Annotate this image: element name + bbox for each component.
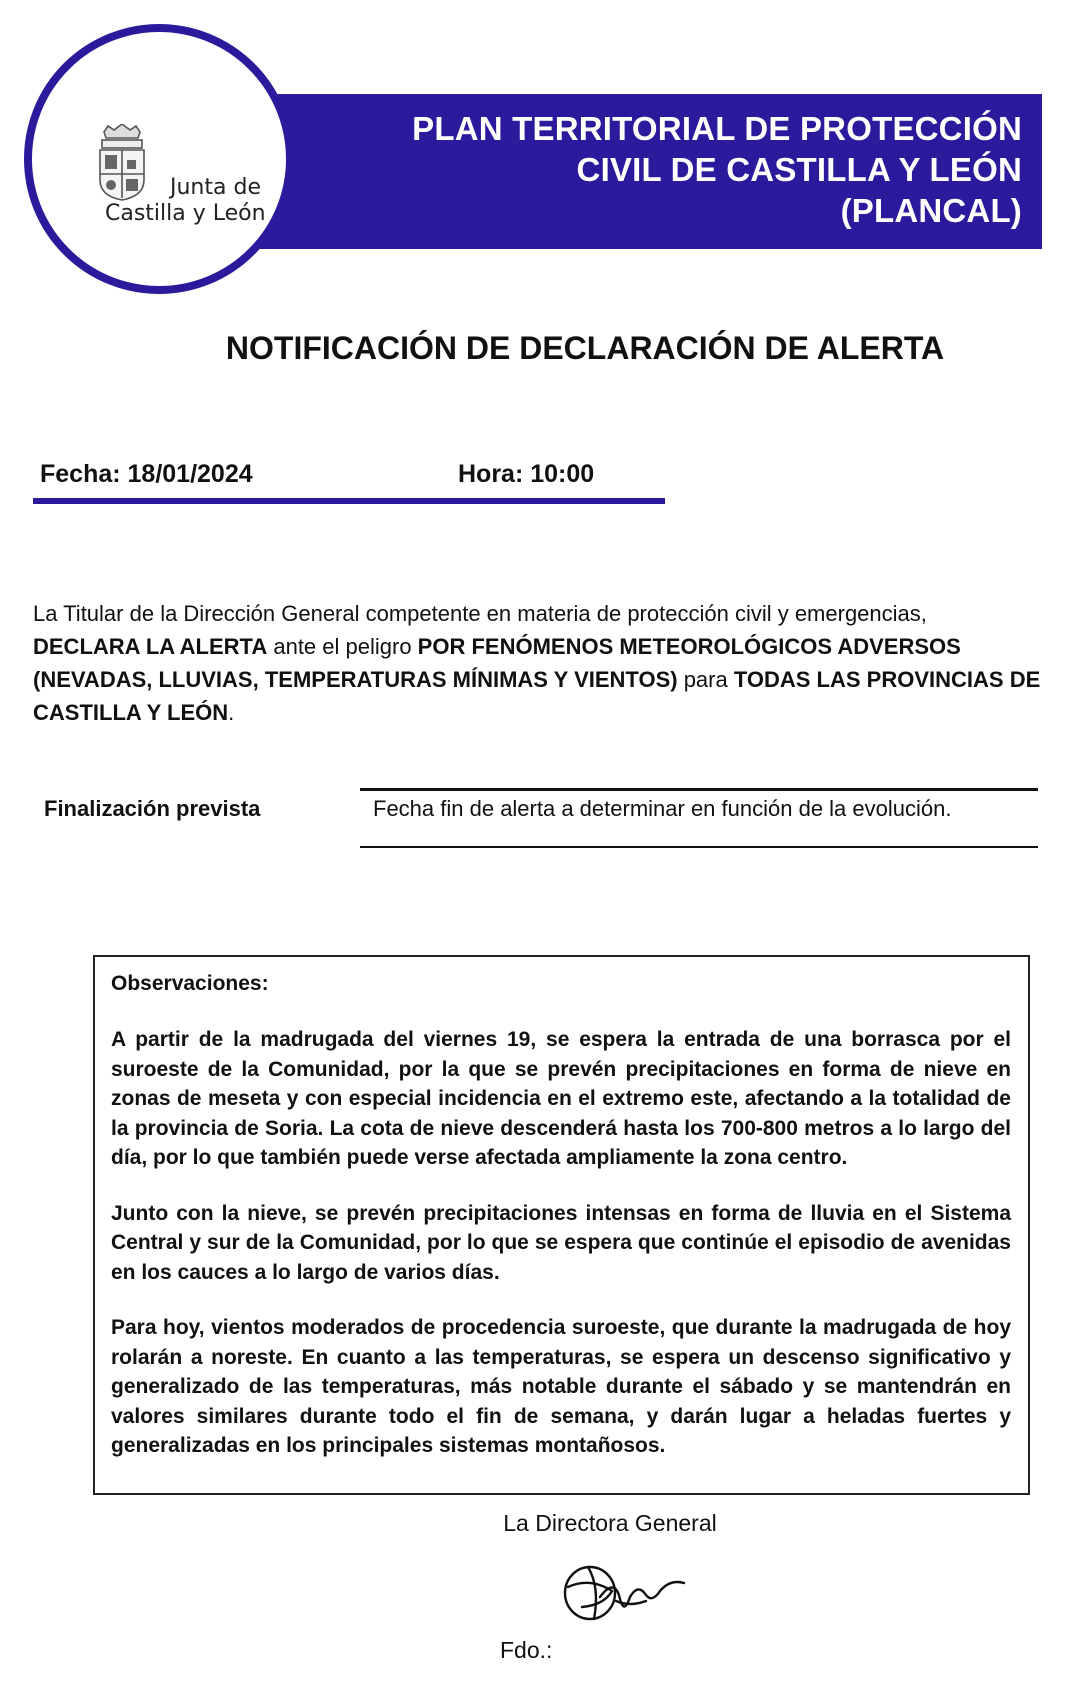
logo-line-1: Junta de (170, 175, 261, 200)
logo-line-2: Castilla y León (105, 201, 266, 226)
signed-by-label: Fdo.: (500, 1637, 553, 1663)
document-title: NOTIFICACIÓN DE DECLARACIÓN DE ALERTA (225, 330, 945, 366)
observations-title: Observaciones: (111, 972, 269, 995)
date-divider (33, 498, 665, 504)
observations-box (93, 955, 1030, 1495)
finalization-bottom-rule (360, 846, 1038, 848)
date-label: Fecha: 18/01/2024 (40, 460, 253, 488)
signer-title: La Directora General (503, 1510, 717, 1536)
plan-title-line-1: PLAN TERRITORIAL DE PROTECCIÓN (412, 110, 1022, 147)
logo-wordmark (72, 175, 302, 227)
finalization-label: Finalización prevista (44, 796, 261, 821)
declaration-scope: TODAS LAS PROVINCIAS DE CASTILLA Y LEÓN (33, 667, 1041, 725)
declaration-paragraph (33, 597, 1080, 729)
handwritten-signature (560, 1557, 710, 1627)
finalization-value: Fecha fin de alerta a determinar en función de la evolución. (373, 796, 952, 821)
declaration-connector-2: para (677, 667, 734, 692)
plan-title-line-2: CIVIL DE CASTILLA Y LEÓN (576, 151, 1022, 188)
header-banner (200, 94, 1042, 249)
declaration-end: . (228, 700, 235, 725)
observations-paragraph-2: Junto con la nieve, se prevén precipitaciones intensas en forma de lluvia en el Sistema Central y sur de la Comunidad, por lo que se espera que continúe el episodio de avenidas en los cauces a lo largo de varios días. (111, 1201, 1011, 1284)
time-label: Hora: 10:00 (458, 460, 595, 488)
observations-paragraph-1: A partir de la madrugada del viernes 19, se espera la entrada de una borrasca por el suroeste de la Comunidad, por la que se prevén precipitaciones en forma de nieve en zonas de meseta y con especial incidencia en el extremo este, afectando a la totalidad de la provincia de Soria. La cota de nieve descenderá hasta los 700-800 metros a lo largo del día, por lo que también puede verse afectada ampliamente la zona centro. (111, 1028, 1011, 1169)
finalization-top-rule (360, 788, 1038, 791)
plan-title (382, 108, 1022, 231)
declaration-connector-1: ante el peligro (267, 634, 418, 659)
declaration-hazard: POR FENÓMENOS METEOROLÓGICOS ADVERSOS (NEVADAS, LLUVIAS, TEMPERATURAS MÍNIMAS Y VIENTOS) (33, 634, 961, 692)
declaration-intro: La Titular de la Dirección General competente en materia de protección civil y emergencias, (33, 601, 927, 626)
declaration-declares: DECLARA LA ALERTA (33, 634, 268, 659)
observations-paragraph-3: Para hoy, vientos moderados de procedencia suroeste, que durante la madrugada de hoy rolarán a noreste. En cuanto a las temperaturas, se espera un descenso significativo y generalizado de las temperaturas, más notable durante el sábado y se mantendrán en valores similares durante todo el fin de semana, y darán lugar a heladas fuertes y generalizadas en los principales sistemas montañosos. (111, 1316, 1011, 1457)
logo-circle (24, 24, 294, 294)
plan-title-line-3: (PLANCAL) (840, 192, 1022, 229)
